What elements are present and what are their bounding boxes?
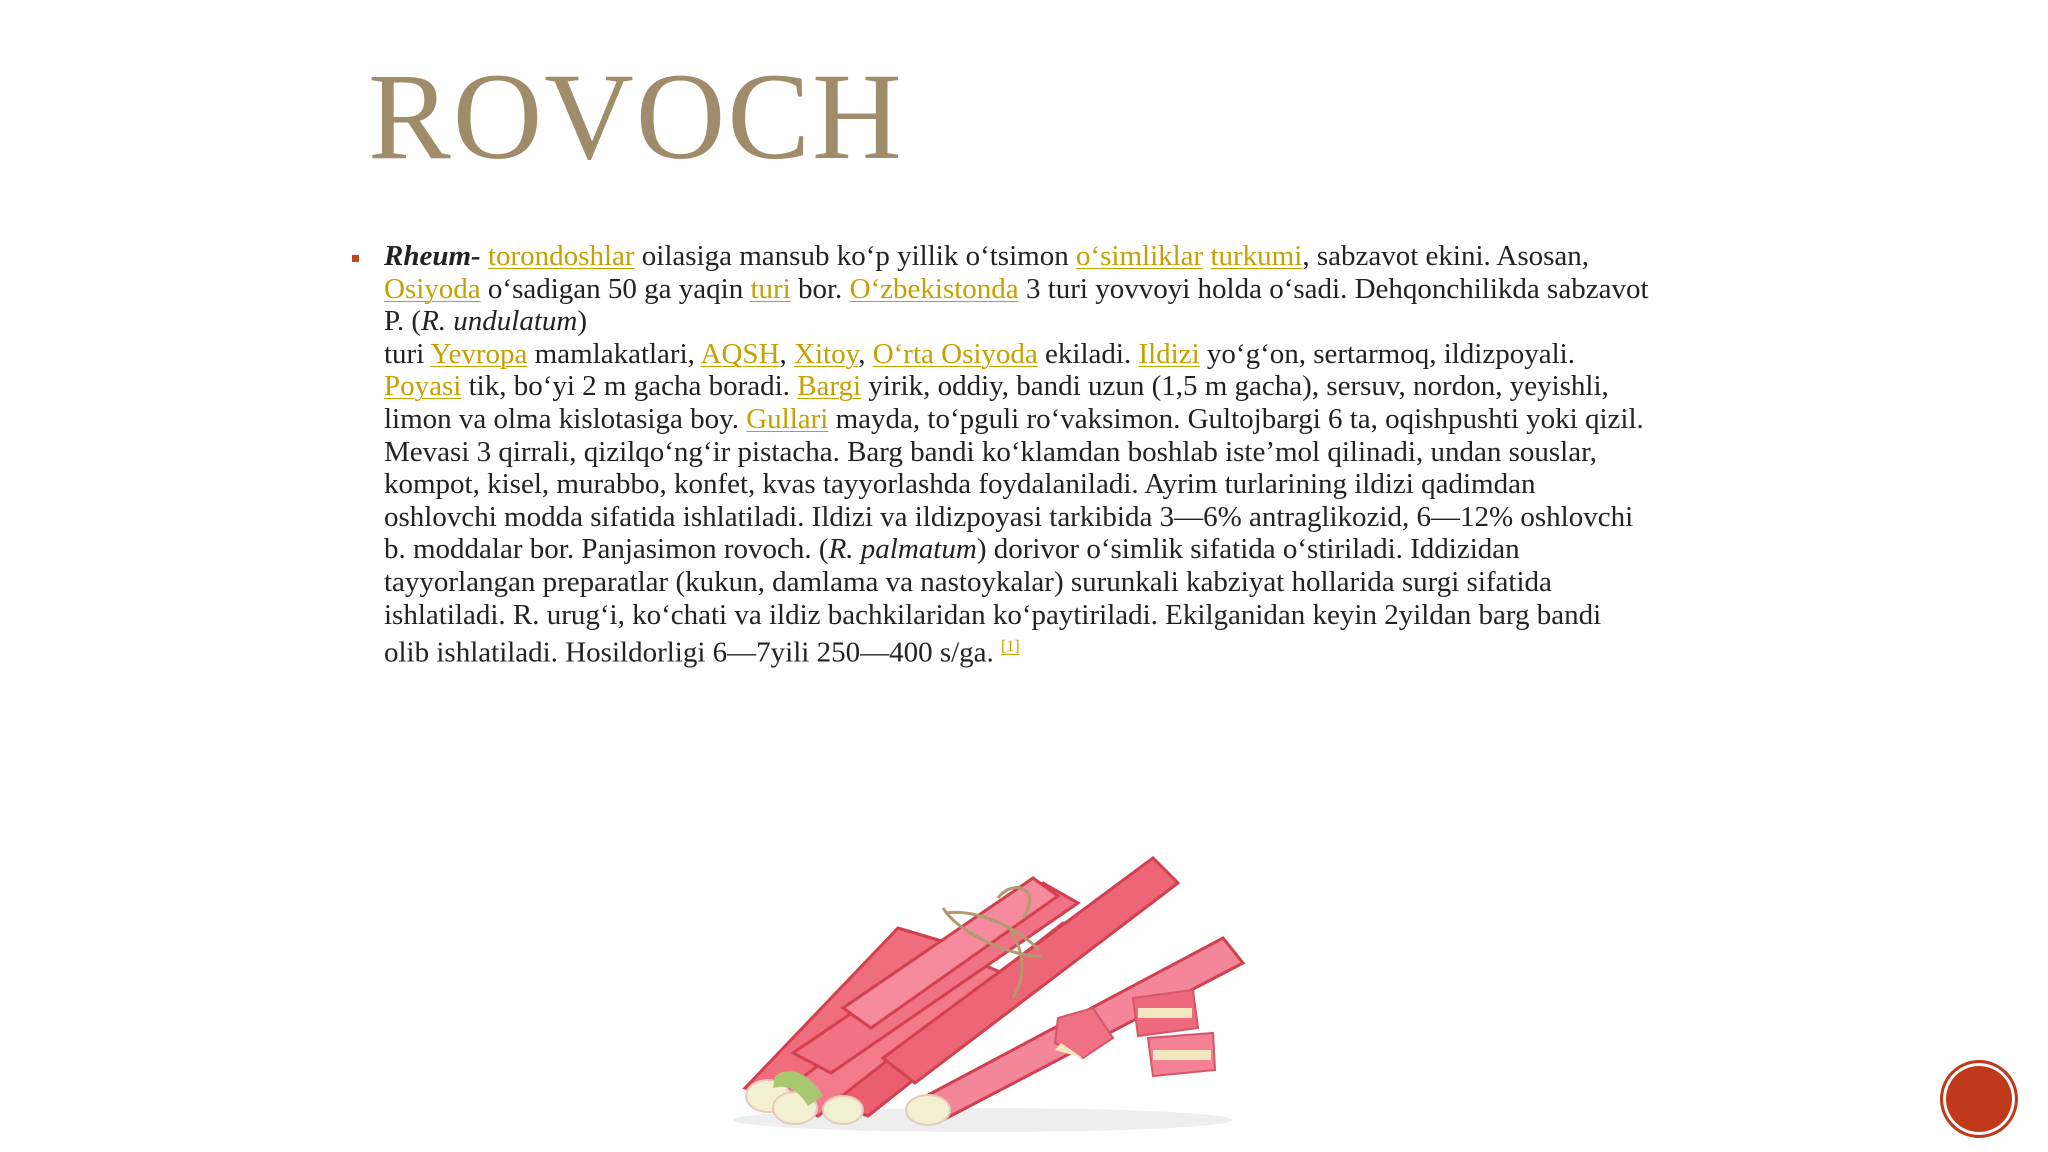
text-run: ) xyxy=(577,305,588,338)
description-paragraph xyxy=(384,240,1652,669)
italic-term: Rheum- xyxy=(384,240,481,272)
inline-link[interactable]: Osiyoda xyxy=(384,272,481,305)
inline-link[interactable]: o‘simliklar xyxy=(1075,240,1204,272)
text-run: , xyxy=(858,337,873,370)
text-run: yo‘g‘on, sertarmoq, ildizpoyali. xyxy=(1199,337,1575,370)
text-run: mayda, to‘pguli ro‘vaksimon. Gultojbargi 6 ta, oqishpushti yoki qizil. Mevasi 3 qirrali, qizilqo‘ng‘ir pistacha. Barg bandi ko‘klamdan boshlab iste’mol qilinadi, undan souslar, kompot, kisel, murabbo, konfet, kvas tayyorlashda foydalaniladi. Ayrim turlarining ildizi qadimdan oshlovchi modda sifatida ishlatiladi. Ildizi va ildizpoyasi tarkibida 3—6% antraglikozid, 6—12% oshlovchi b. moddalar bor. Panjasimon rovoch. ( xyxy=(384,402,1644,566)
text-run: ekiladi. xyxy=(1037,337,1139,370)
inline-link[interactable]: Yevropa xyxy=(430,337,528,370)
inline-link[interactable]: Ildizi xyxy=(1138,337,1200,370)
inline-link[interactable]: Gullari xyxy=(746,402,829,435)
italic-term: R. palmatum xyxy=(828,533,977,566)
inline-link[interactable]: Poyasi xyxy=(384,370,462,403)
text-run: oilasiga mansub ko‘p yillik o‘tsimon xyxy=(634,240,1076,272)
square-bullet-icon xyxy=(352,255,359,262)
text-run: tik, bo‘yi 2 m gacha boradi. xyxy=(461,370,798,403)
inline-link[interactable]: AQSH xyxy=(700,337,780,370)
text-run: bor. xyxy=(790,272,850,305)
text-run: 3 turi yovvoyi holda o‘sadi. Dehqonchilikda sabzavot P. ( xyxy=(384,272,1649,338)
text-run: , xyxy=(779,337,795,370)
inline-link[interactable]: turkumi xyxy=(1210,240,1303,272)
text-run: , sabzavot ekini. Asosan, xyxy=(1302,240,1590,272)
inline-link[interactable]: Bargi xyxy=(797,370,862,403)
text-run: ) dorivor o‘simlik sifatida o‘stiriladi. Iddizidan tayyorlangan preparatlar (kukun, damlama va nastoykalar) surunkali kabziyat hollarida surgi sifatida ishlatiladi. R. urug‘i, ko‘chati va ildiz bachkilaridan ko‘paytiriladi. Ekilganidan keyin 2yildan barg bandi olib ishlatiladi. Hosildorligi 6—7yili 250—400 s/ga. xyxy=(384,533,1602,669)
rhubarb-bundle-image xyxy=(683,838,1303,1138)
content-block xyxy=(352,240,1652,669)
inline-link[interactable]: O‘rta Osiyoda xyxy=(872,337,1038,370)
inline-link[interactable]: O‘zbekistonda xyxy=(849,272,1019,305)
text-run xyxy=(481,240,488,272)
text-run: turi xyxy=(384,337,431,370)
inline-link[interactable]: torondoshlar xyxy=(487,240,635,272)
text-run: o‘sadigan 50 ga yaqin xyxy=(480,272,751,305)
footnote-link[interactable]: [1] xyxy=(1001,638,1020,656)
italic-term: R. undulatum xyxy=(421,305,578,338)
inline-link[interactable]: Xitoy xyxy=(794,337,859,370)
round-accent-button[interactable] xyxy=(1940,1060,2018,1138)
inline-link[interactable]: turi xyxy=(750,272,791,305)
text-run: yirik, oddiy, bandi uzun (1,5 m gacha), sersuv, nordon, yeyishli, limon va olma kislotasiga boy. xyxy=(384,370,1609,435)
slide-title: ROVOCH xyxy=(368,48,904,185)
text-run: mamlakatlari, xyxy=(527,337,701,370)
